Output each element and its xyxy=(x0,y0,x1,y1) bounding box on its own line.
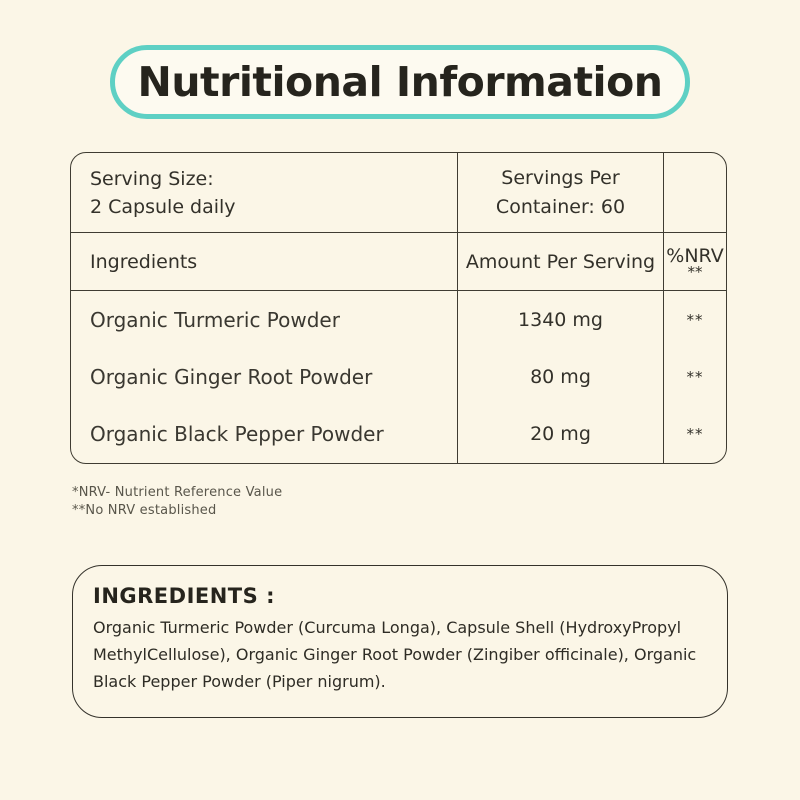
ingredients-heading: INGREDIENTS : xyxy=(93,584,275,608)
nrv-column-header xyxy=(664,233,726,291)
table-row-amount: 80 mg xyxy=(530,365,591,388)
table-row-nrv: ** xyxy=(686,367,704,386)
footnotes xyxy=(72,484,800,520)
ingredients-header-label: Ingredients xyxy=(90,250,198,273)
servings-per-line2: Container: 60 xyxy=(495,196,626,218)
servings-per-line1: Servings Per xyxy=(501,167,620,189)
servings-per-container-cell xyxy=(458,153,664,233)
table-row-amount: 20 mg xyxy=(530,423,591,446)
serving-size-value: 2 Capsule daily xyxy=(90,195,236,218)
footnote-no-nrv: **No NRV established xyxy=(72,503,217,518)
footnote-nrv-definition: *NRV- Nutrient Reference Value xyxy=(72,485,283,500)
table-row-nrv: ** xyxy=(686,425,704,444)
table-row-ingredient: Organic Turmeric Powder xyxy=(90,307,340,332)
amount-column-header xyxy=(458,233,664,291)
nrv-values-column xyxy=(664,291,726,463)
serving-size-cell xyxy=(71,153,458,233)
table-row-ingredient: Organic Black Pepper Powder xyxy=(90,422,384,447)
nrv-header-asterisks: ** xyxy=(687,262,703,281)
ingredients-column-header xyxy=(71,233,458,291)
page-title: Nutritional Information xyxy=(137,58,663,106)
nutrition-table xyxy=(70,152,727,464)
ingredient-names-column xyxy=(71,291,458,463)
empty-cell xyxy=(664,153,726,233)
title-banner xyxy=(110,45,690,119)
amounts-column xyxy=(458,291,664,463)
amount-header-label: Amount Per Serving xyxy=(465,250,656,273)
table-row-amount: 1340 mg xyxy=(518,308,603,331)
table-row-nrv: ** xyxy=(686,310,704,329)
serving-size-label: Serving Size: xyxy=(90,167,214,190)
table-row-ingredient: Organic Ginger Root Powder xyxy=(90,364,373,389)
ingredients-box xyxy=(72,565,728,718)
nrv-header-label: %NRV xyxy=(666,244,724,267)
ingredients-text: Organic Turmeric Powder (Curcuma Longa), Capsule Shell (HydroxyPropyl MethylCellulose), Organic Ginger Root Powder (Zingiber officinale), Organic Black Pepper Powder (Piper nigrum). xyxy=(93,618,697,691)
